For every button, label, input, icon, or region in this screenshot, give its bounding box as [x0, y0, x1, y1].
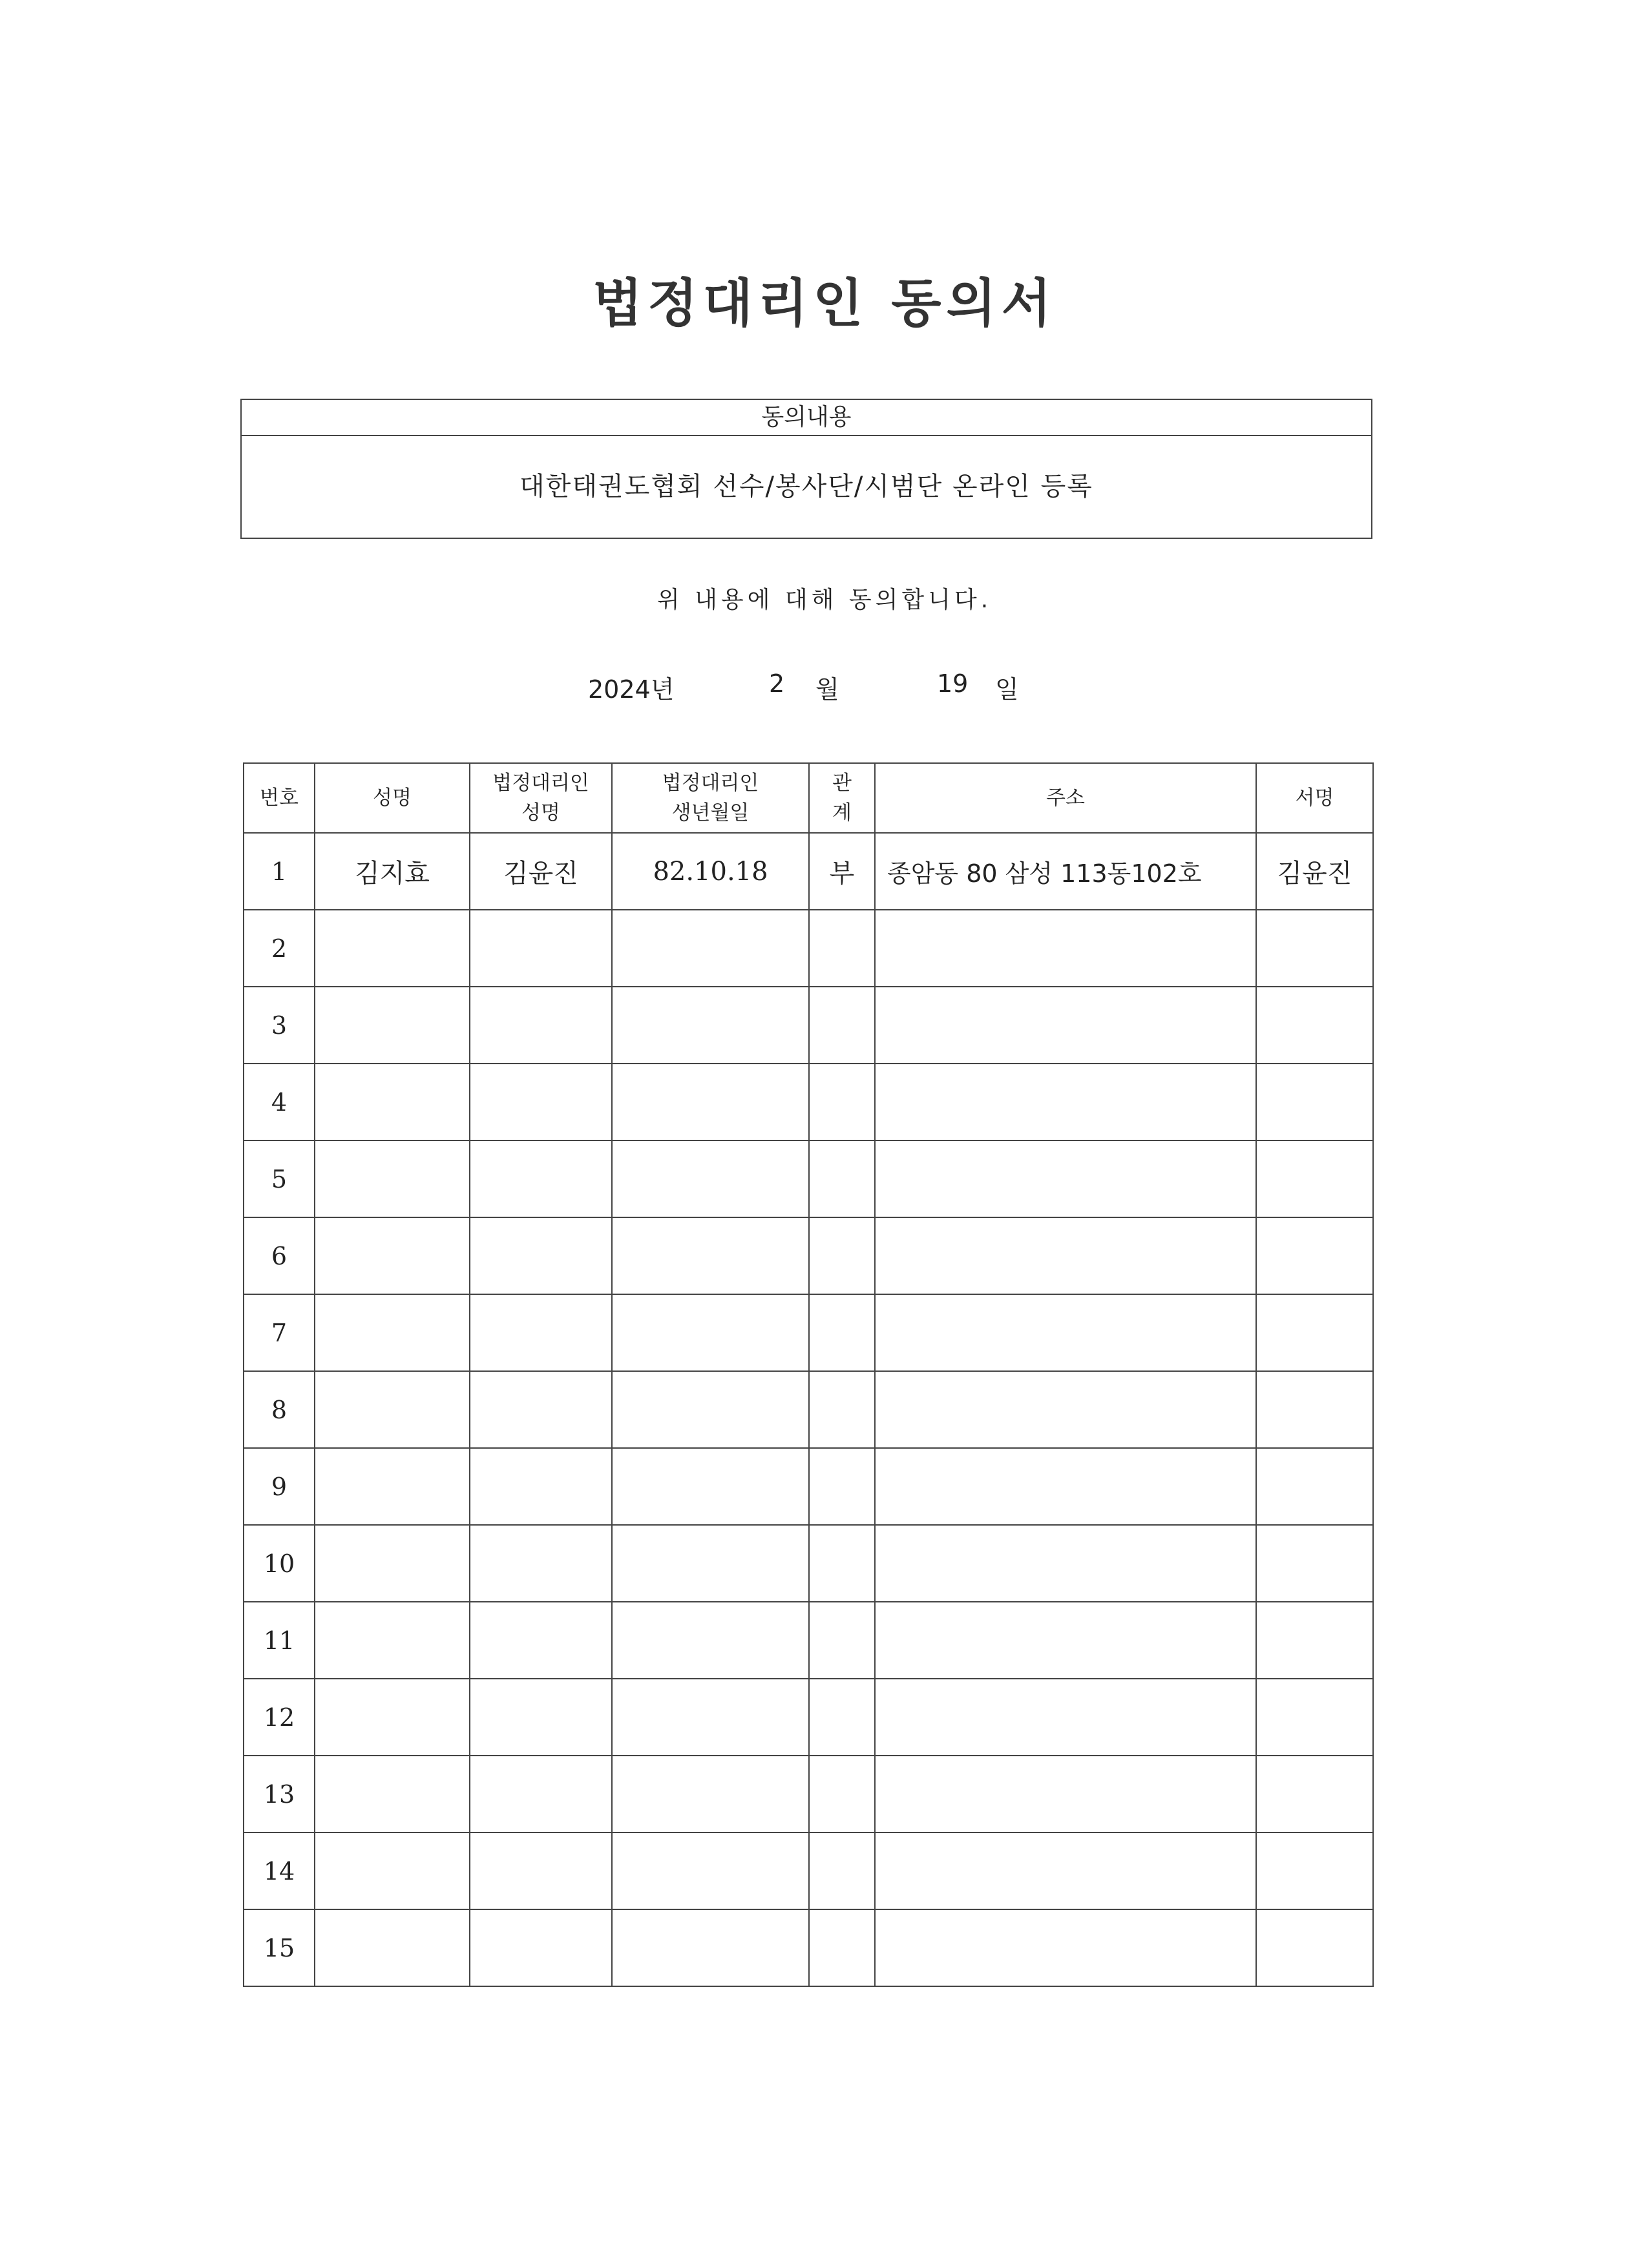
cell-relation: [809, 1832, 875, 1909]
cell-guardian-name: [470, 910, 612, 987]
cell-address: [875, 987, 1256, 1064]
cell-address: 종암동 80 삼성 113동102호: [875, 833, 1256, 910]
cell-no: 5: [244, 1140, 315, 1217]
cell-relation: [809, 1064, 875, 1140]
cell-address: [875, 1371, 1256, 1448]
cell-guardian-birth: [612, 1909, 809, 1986]
cell-guardian-birth: [612, 910, 809, 987]
header-guardian-birth: 법정대리인 생년월일: [612, 763, 809, 833]
cell-guardian-name: [470, 1448, 612, 1525]
cell-relation: [809, 1602, 875, 1679]
cell-signature: [1256, 1294, 1373, 1371]
cell-name: [315, 1909, 470, 1986]
cell-signature: [1256, 987, 1373, 1064]
cell-guardian-birth: [612, 1602, 809, 1679]
consent-header: 동의내용: [242, 400, 1371, 436]
cell-no: 12: [244, 1679, 315, 1756]
cell-name: [315, 1525, 470, 1602]
cell-guardian-name: [470, 987, 612, 1064]
table-row: [244, 1448, 1373, 1525]
cell-signature: [1256, 1448, 1373, 1525]
table-row: [244, 1909, 1373, 1986]
cell-address: [875, 1832, 1256, 1909]
cell-guardian-name: 김윤진: [470, 833, 612, 910]
table-row: [244, 1371, 1373, 1448]
cell-no: 6: [244, 1217, 315, 1294]
cell-no: 15: [244, 1909, 315, 1986]
guardian-table: [243, 762, 1374, 1987]
cell-guardian-name: [470, 1525, 612, 1602]
cell-relation: [809, 1679, 875, 1756]
cell-address: [875, 1602, 1256, 1679]
agreement-statement: 위 내용에 대해 동의합니다.: [656, 587, 993, 613]
table-row: [244, 987, 1373, 1064]
cell-address: [875, 910, 1256, 987]
cell-guardian-birth: [612, 1832, 809, 1909]
table-row: [244, 1140, 1373, 1217]
cell-name: [315, 1294, 470, 1371]
cell-guardian-birth: [612, 1294, 809, 1371]
table-row: [244, 1294, 1373, 1371]
cell-no: 7: [244, 1294, 315, 1371]
cell-address: [875, 1064, 1256, 1140]
table-row: [244, 1217, 1373, 1294]
cell-name: [315, 1064, 470, 1140]
cell-address: [875, 1294, 1256, 1371]
header-address: 주소: [875, 763, 1256, 833]
document-title: 법정대리인 동의서: [592, 273, 1057, 333]
cell-signature: [1256, 1217, 1373, 1294]
cell-guardian-name: [470, 1064, 612, 1140]
cell-signature: [1256, 1525, 1373, 1602]
cell-relation: [809, 987, 875, 1064]
cell-signature: [1256, 1832, 1373, 1909]
cell-guardian-birth: [612, 1448, 809, 1525]
cell-signature: [1256, 1909, 1373, 1986]
cell-guardian-name: [470, 1602, 612, 1679]
cell-relation: [809, 1448, 875, 1525]
cell-guardian-name: [470, 1140, 612, 1217]
date-day: 19: [937, 669, 969, 698]
table-row: [244, 1756, 1373, 1832]
cell-guardian-name: [470, 1371, 612, 1448]
cell-guardian-name: [470, 1294, 612, 1371]
cell-guardian-birth: [612, 1217, 809, 1294]
cell-no: 9: [244, 1448, 315, 1525]
date-day-label: 일: [995, 675, 1019, 704]
cell-guardian-birth: [612, 1525, 809, 1602]
cell-relation: 부: [809, 833, 875, 910]
cell-name: [315, 1371, 470, 1448]
table-row: [244, 1525, 1373, 1602]
consent-content: 대한태권도협회 선수/봉사단/시범단 온라인 등록: [520, 472, 1093, 501]
cell-guardian-birth: [612, 1140, 809, 1217]
cell-guardian-name: [470, 1756, 612, 1832]
table-row: [244, 1832, 1373, 1909]
cell-no: 1: [244, 833, 315, 910]
table-row: [244, 1064, 1373, 1140]
cell-signature: [1256, 1679, 1373, 1756]
cell-name: [315, 1832, 470, 1909]
cell-guardian-name: [470, 1217, 612, 1294]
cell-relation: [809, 1909, 875, 1986]
cell-guardian-birth: [612, 1679, 809, 1756]
cell-name: [315, 1448, 470, 1525]
header-name: 성명: [315, 763, 470, 833]
cell-name: [315, 987, 470, 1064]
cell-address: [875, 1448, 1256, 1525]
cell-guardian-birth: [612, 1371, 809, 1448]
cell-guardian-name: [470, 1909, 612, 1986]
cell-relation: [809, 1140, 875, 1217]
cell-signature: [1256, 1140, 1373, 1217]
table-row: [244, 910, 1373, 987]
cell-address: [875, 1909, 1256, 1986]
cell-relation: [809, 1217, 875, 1294]
cell-no: 2: [244, 910, 315, 987]
cell-no: 11: [244, 1602, 315, 1679]
date-month-label: 월: [815, 675, 839, 704]
header-no: 번호: [244, 763, 315, 833]
cell-address: [875, 1140, 1256, 1217]
cell-signature: [1256, 1371, 1373, 1448]
cell-name: [315, 1217, 470, 1294]
table-row: [244, 833, 1373, 910]
cell-guardian-birth: [612, 1064, 809, 1140]
table-row: [244, 1679, 1373, 1756]
header-signature: 서명: [1256, 763, 1373, 833]
cell-signature: [1256, 1064, 1373, 1140]
header-relation: 관 계: [809, 763, 875, 833]
table-body: [244, 833, 1373, 1986]
consent-box: [240, 399, 1372, 539]
cell-name: [315, 1140, 470, 1217]
cell-signature: [1256, 1756, 1373, 1832]
date-month: 2: [769, 669, 785, 698]
cell-name: 김지효: [315, 833, 470, 910]
cell-relation: [809, 910, 875, 987]
cell-guardian-name: [470, 1832, 612, 1909]
cell-address: [875, 1525, 1256, 1602]
cell-no: 3: [244, 987, 315, 1064]
cell-relation: [809, 1756, 875, 1832]
cell-signature: 김윤진: [1256, 833, 1373, 910]
cell-name: [315, 1679, 470, 1756]
date-year: 2024년: [588, 675, 675, 704]
cell-address: [875, 1756, 1256, 1832]
cell-no: 8: [244, 1371, 315, 1448]
cell-address: [875, 1679, 1256, 1756]
cell-no: 4: [244, 1064, 315, 1140]
cell-no: 10: [244, 1525, 315, 1602]
table-header-row: [244, 763, 1373, 833]
cell-relation: [809, 1525, 875, 1602]
cell-guardian-birth: [612, 1756, 809, 1832]
cell-relation: [809, 1371, 875, 1448]
cell-name: [315, 1602, 470, 1679]
cell-signature: [1256, 910, 1373, 987]
cell-signature: [1256, 1602, 1373, 1679]
cell-guardian-birth: [612, 987, 809, 1064]
cell-no: 14: [244, 1832, 315, 1909]
cell-name: [315, 1756, 470, 1832]
cell-address: [875, 1217, 1256, 1294]
cell-guardian-name: [470, 1679, 612, 1756]
header-guardian-name: 법정대리인 성명: [470, 763, 612, 833]
cell-guardian-birth: 82.10.18: [612, 833, 809, 910]
cell-relation: [809, 1294, 875, 1371]
cell-no: 13: [244, 1756, 315, 1832]
cell-name: [315, 910, 470, 987]
table-row: [244, 1602, 1373, 1679]
